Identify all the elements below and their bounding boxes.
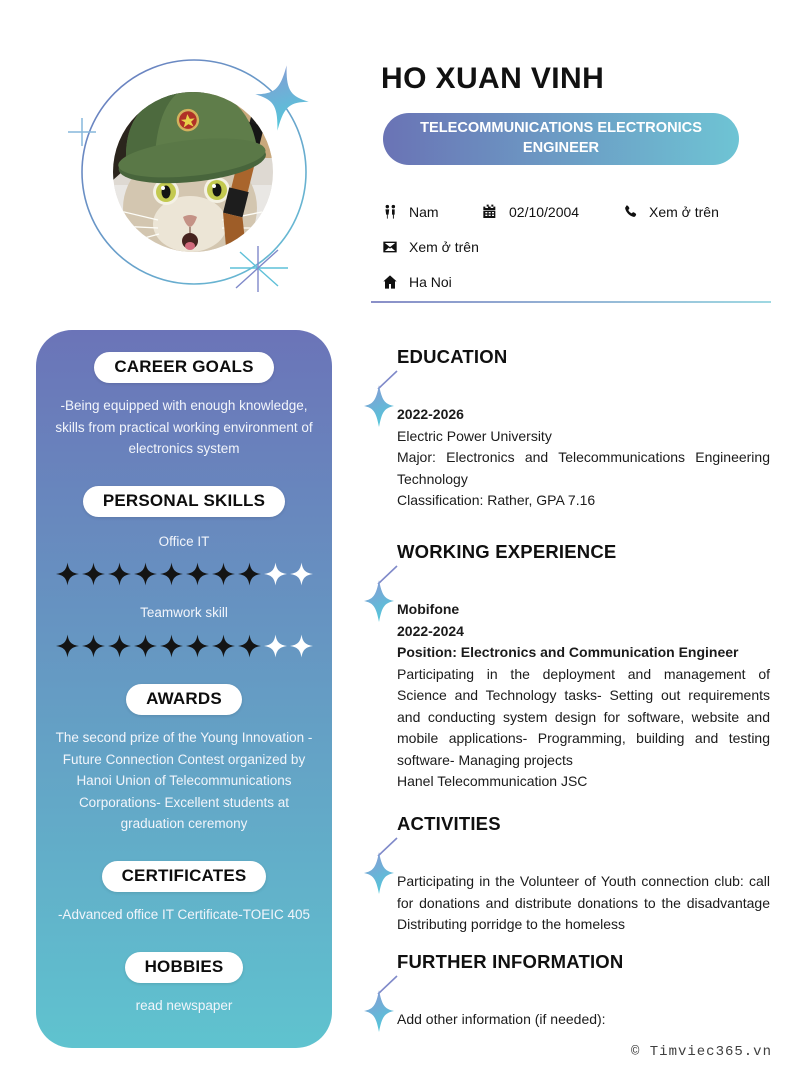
plus-sparkle-icon: [68, 118, 96, 146]
calendar-icon: [481, 204, 498, 221]
sparkle-star-icon: [290, 634, 313, 658]
sparkle-star-icon: [251, 62, 314, 135]
experience-description: Participating in the deployment and management of Science and Technology tasks- Setting out requirements and conducting system design for software, website and mobile applications- Programming, building and testing software- Managing projects: [397, 665, 770, 768]
profile-photo-illustration: [30, 20, 350, 320]
gender-icon: [381, 204, 398, 221]
education-school: Electric Power University: [397, 427, 552, 444]
sparkle-star-icon: [82, 562, 105, 586]
section-activities: [397, 812, 770, 936]
job-title-badge: TELECOMMUNICATIONS ELECTRONICS ENGINEER: [383, 113, 739, 165]
address-value: Ha Noi: [409, 274, 452, 290]
sidebar-heading-personal-skills: PERSONAL SKILLS: [83, 486, 285, 517]
education-classification: Classification: Rather, GPA 7.16: [397, 492, 596, 508]
experience-period: 2022-2024: [397, 622, 464, 639]
sparkle-star-icon: [264, 634, 287, 658]
section-heading: [397, 540, 770, 564]
contact-row: [381, 203, 773, 221]
phone-value: Xem ở trên: [649, 204, 719, 220]
watermark: © Timviec365.vn: [630, 1044, 772, 1060]
profile-photo-area: [30, 20, 350, 320]
contact-info: [381, 203, 773, 308]
certificates-text: -Advanced office IT Certificate-TOEIC 405: [57, 906, 311, 922]
email-icon: [381, 239, 398, 256]
section-education: [397, 345, 770, 512]
skill-rating: [36, 562, 332, 586]
sidebar: [36, 330, 332, 1048]
contact-row: [381, 238, 773, 256]
section-further-information: [397, 950, 770, 1031]
section-heading-text: ACTIVITIES: [397, 813, 501, 834]
gender-field: [381, 204, 481, 221]
sparkle-star-icon: [108, 562, 131, 586]
sparkle-star-icon: [186, 634, 209, 658]
career-goals-text: -Being equipped with enough knowledge, skills from practical working environment of electronics system: [55, 398, 313, 457]
section-heading-text: WORKING EXPERIENCE: [397, 541, 617, 562]
sparkle-star-icon: [264, 562, 287, 586]
skill-name: Office IT: [158, 533, 210, 549]
sparkle-star-icon: [212, 562, 235, 586]
section-heading: [397, 950, 770, 974]
sparkle-star-icon: [238, 634, 261, 658]
sparkle-star-icon: [160, 562, 183, 586]
sparkle-star-icon: [82, 634, 105, 658]
sparkle-star-icon: [56, 562, 79, 586]
section-heading-text: EDUCATION: [397, 346, 508, 367]
section-heading-text: FURTHER INFORMATION: [397, 951, 624, 972]
further-description: Add other information (if needed):: [397, 1011, 606, 1027]
home-icon: [381, 274, 398, 291]
section-heading: [397, 345, 770, 369]
sparkle-star-icon: [56, 634, 79, 658]
sparkle-star-icon: [212, 634, 235, 658]
contact-row: [381, 273, 773, 291]
birthday-value: 02/10/2004: [509, 204, 580, 220]
profile-photo: [111, 75, 290, 268]
awards-text: The second prize of the Young Innovation - Future Connection Contest organized by Hanoi Union of Telecommunications Corporations- Excellent students at graduation ceremony: [55, 729, 313, 832]
experience-company: Mobifone: [397, 601, 460, 617]
birthday-field: [481, 204, 621, 221]
sparkle-star-icon: [108, 634, 131, 658]
activities-description: Participating in the Volunteer of Youth connection club: call for donations and distribute donations to the disadvantage Distributing porridge to the homeless: [397, 873, 770, 932]
section-heading: [397, 812, 770, 836]
phone-icon: [621, 204, 638, 221]
experience-position: Position: Electronics and Communication Engineer: [397, 644, 739, 660]
gender-value: Nam: [409, 204, 439, 220]
education-period: 2022-2026: [397, 406, 464, 422]
sparkle-star-icon: [160, 634, 183, 658]
address-field: [381, 274, 452, 291]
sidebar-heading-hobbies: HOBBIES: [125, 952, 244, 983]
education-major: Major: Electronics and Telecommunications Engineering Technology: [397, 449, 770, 487]
hobbies-text: read newspaper: [135, 997, 233, 1013]
sidebar-heading-career-goals: CAREER GOALS: [94, 352, 273, 383]
sparkle-star-icon: [134, 562, 157, 586]
sidebar-heading-awards: AWARDS: [126, 684, 242, 715]
skill-name: Teamwork skill: [140, 605, 228, 621]
sparkle-star-icon: [134, 634, 157, 658]
phone-field: [621, 204, 719, 221]
sparkle-star-icon: [238, 562, 261, 586]
starburst-icon: [230, 246, 288, 292]
candidate-name: HO XUAN VINH: [381, 62, 605, 95]
email-value: Xem ở trên: [409, 239, 479, 255]
sparkle-star-icon: [186, 562, 209, 586]
section-working-experience: [397, 540, 770, 793]
contact-divider: [371, 301, 771, 303]
experience-company-2: Hanel Telecommunication JSC: [397, 773, 588, 789]
sparkle-star-icon: [290, 562, 313, 586]
skill-rating: [36, 634, 332, 658]
sidebar-heading-certificates: CERTIFICATES: [102, 861, 267, 892]
email-field: [381, 239, 479, 256]
